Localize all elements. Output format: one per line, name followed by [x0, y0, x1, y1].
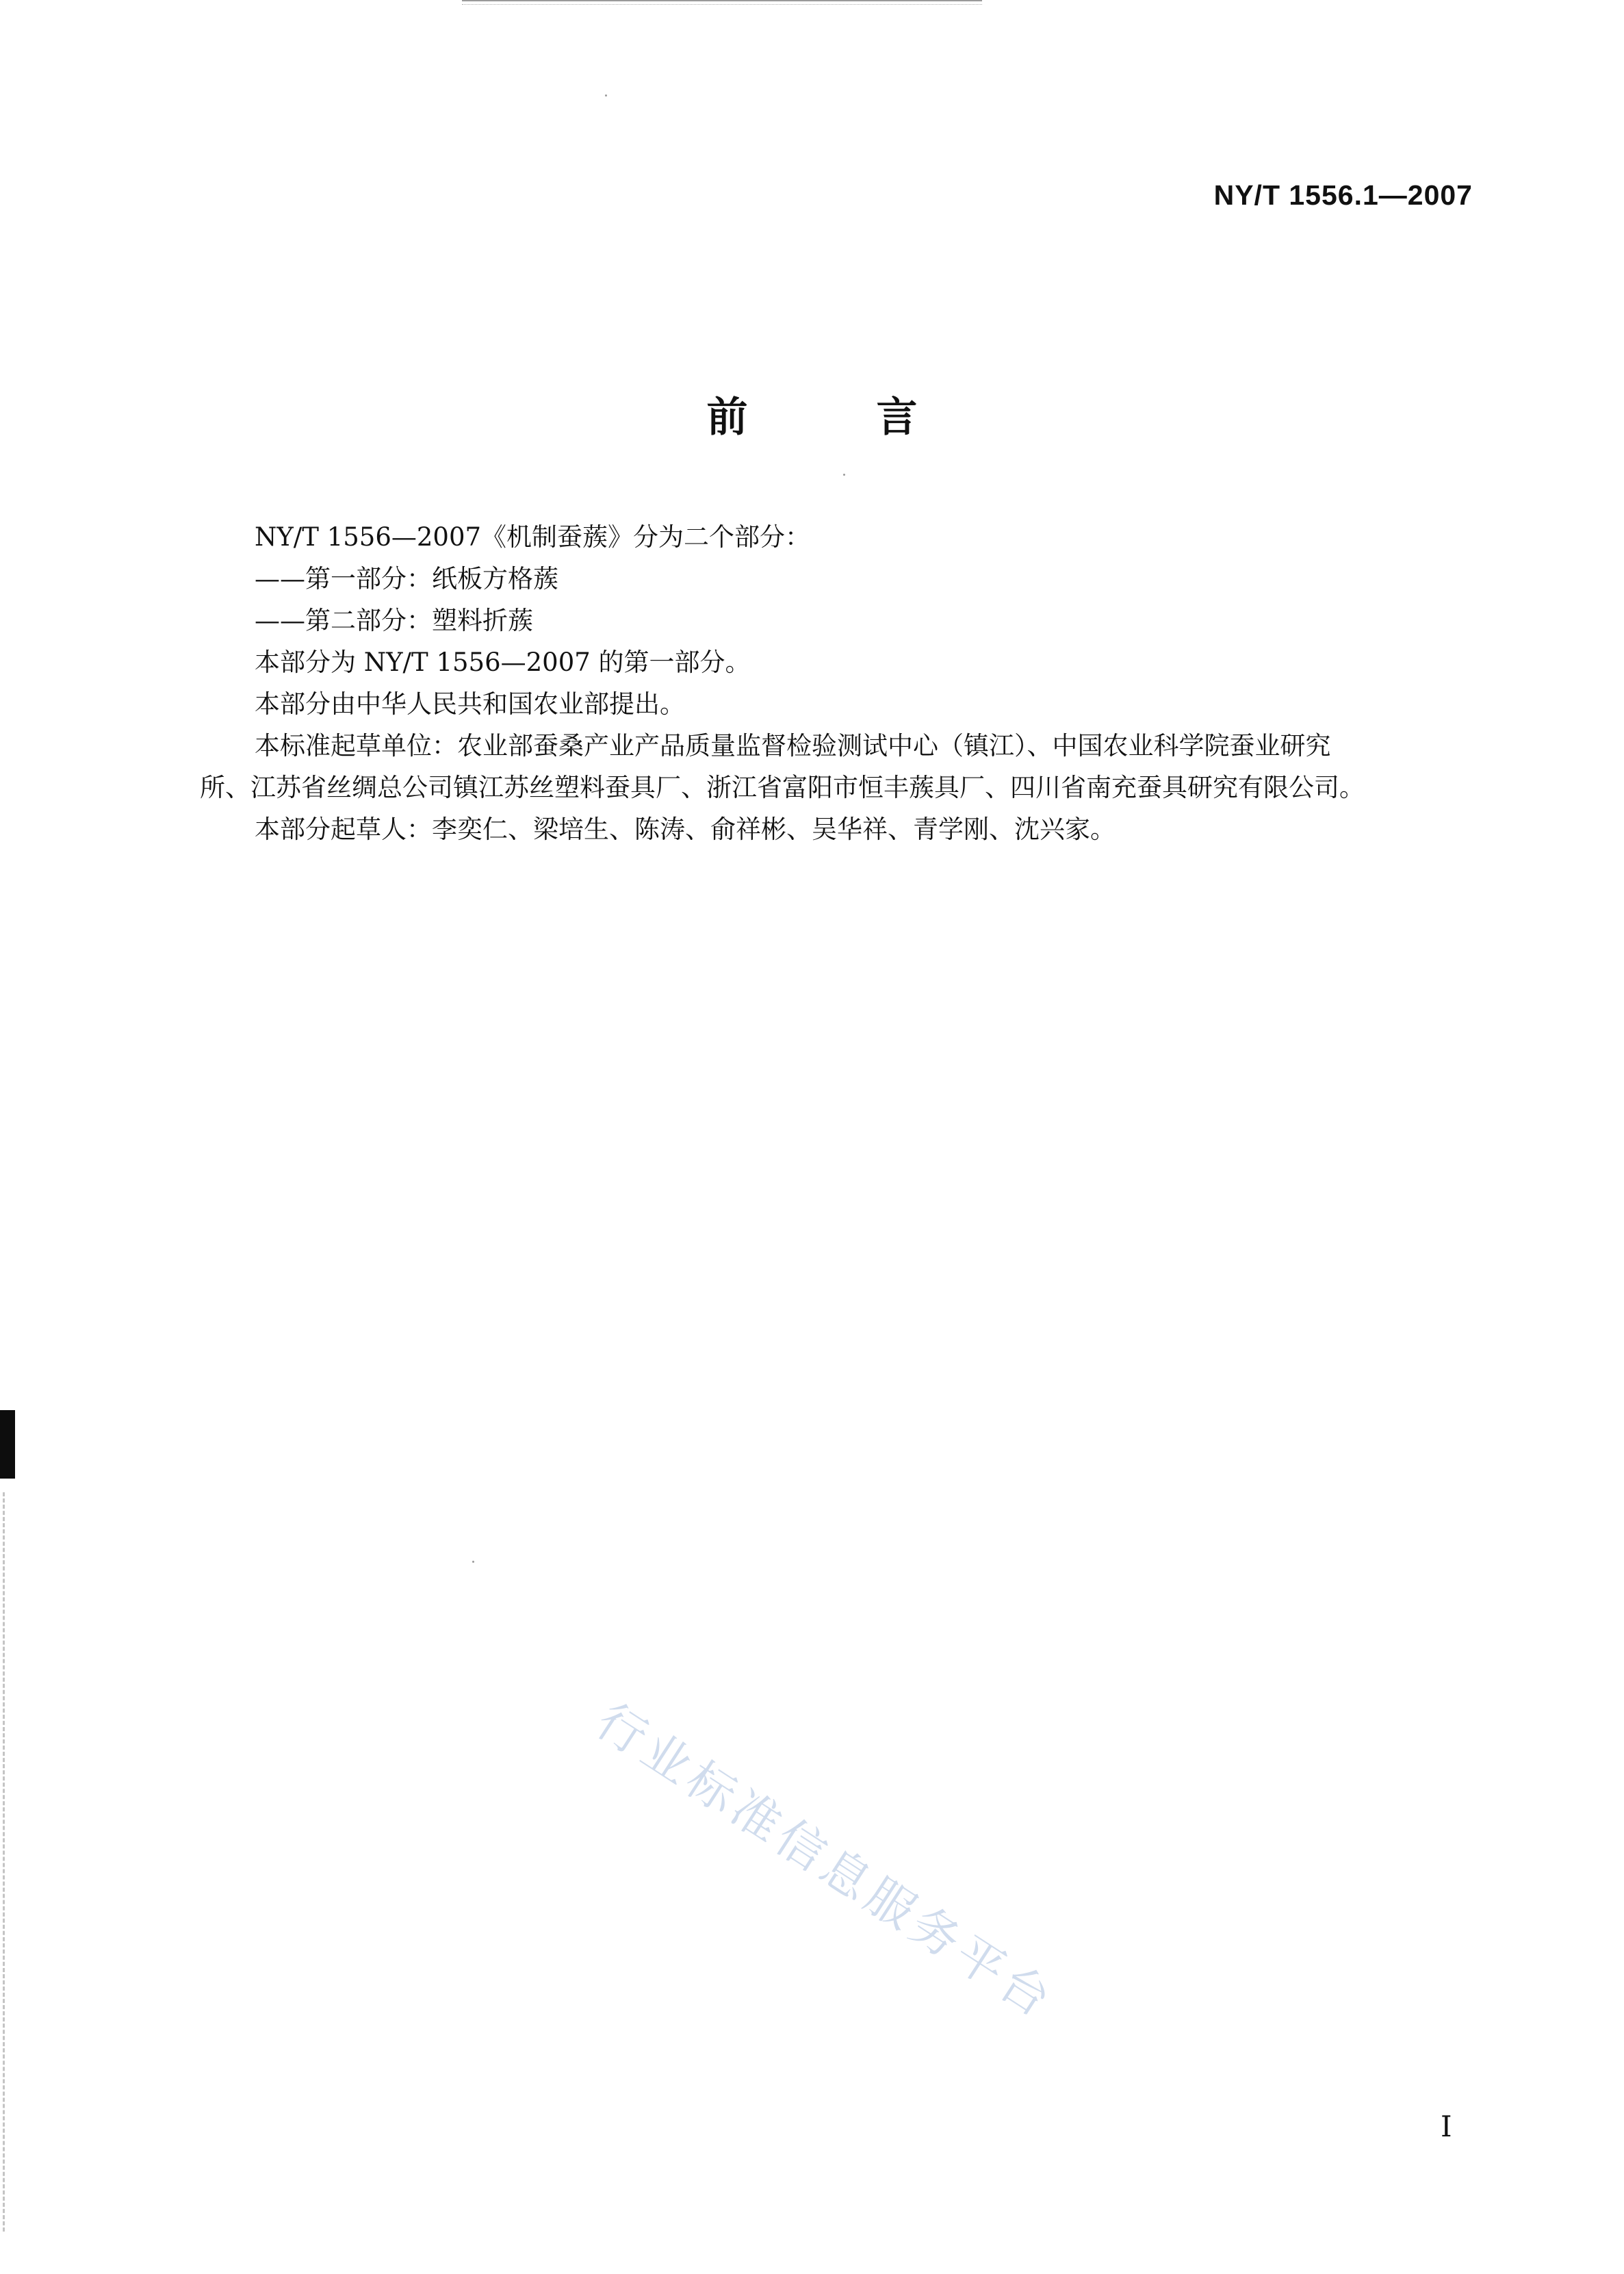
scan-speck	[605, 94, 607, 97]
scan-margin-mark	[0, 1410, 15, 1479]
watermark-text: 行业标准信息服务平台	[587, 1692, 1065, 2031]
paragraph-drafting-units: 本标准起草单位：农业部蚕桑产业产品质量监督检验测试中心（镇江）、中国农业科学院蚕业研究	[255, 731, 1331, 761]
paragraph-proposer: 本部分由中华人民共和国农业部提出。	[255, 689, 685, 719]
scan-speck	[843, 474, 845, 476]
paragraph-part-one: ——第一部分：纸板方格蔟	[255, 564, 558, 593]
page-title: 前 言	[706, 394, 962, 442]
document-body	[200, 516, 1493, 850]
paragraph-parts-intro: NY/T 1556—2007《机制蚕蔟》分为二个部分：	[255, 522, 811, 552]
scan-speck	[472, 1561, 474, 1563]
page-number: I	[1441, 2110, 1452, 2143]
paragraph-drafting-units-cont: 所、江苏省丝绸总公司镇江苏丝塑料蚕具厂、浙江省富阳市恒丰蔟具厂、四川省南充蚕具研究有限公司。	[200, 773, 1365, 802]
paragraph-drafters: 本部分起草人：李奕仁、梁培生、陈涛、俞祥彬、吴华祥、青学刚、沈兴家。	[255, 815, 1116, 844]
paragraph-part-two: ——第二部分：塑料折蔟	[255, 606, 533, 635]
paragraph-this-part: 本部分为 NY/T 1556—2007 的第一部分。	[255, 648, 751, 677]
scan-binding-dashes	[3, 1492, 5, 2232]
standard-code: NY/T 1556.1—2007	[1213, 179, 1473, 211]
scan-edge-line	[462, 0, 982, 5]
